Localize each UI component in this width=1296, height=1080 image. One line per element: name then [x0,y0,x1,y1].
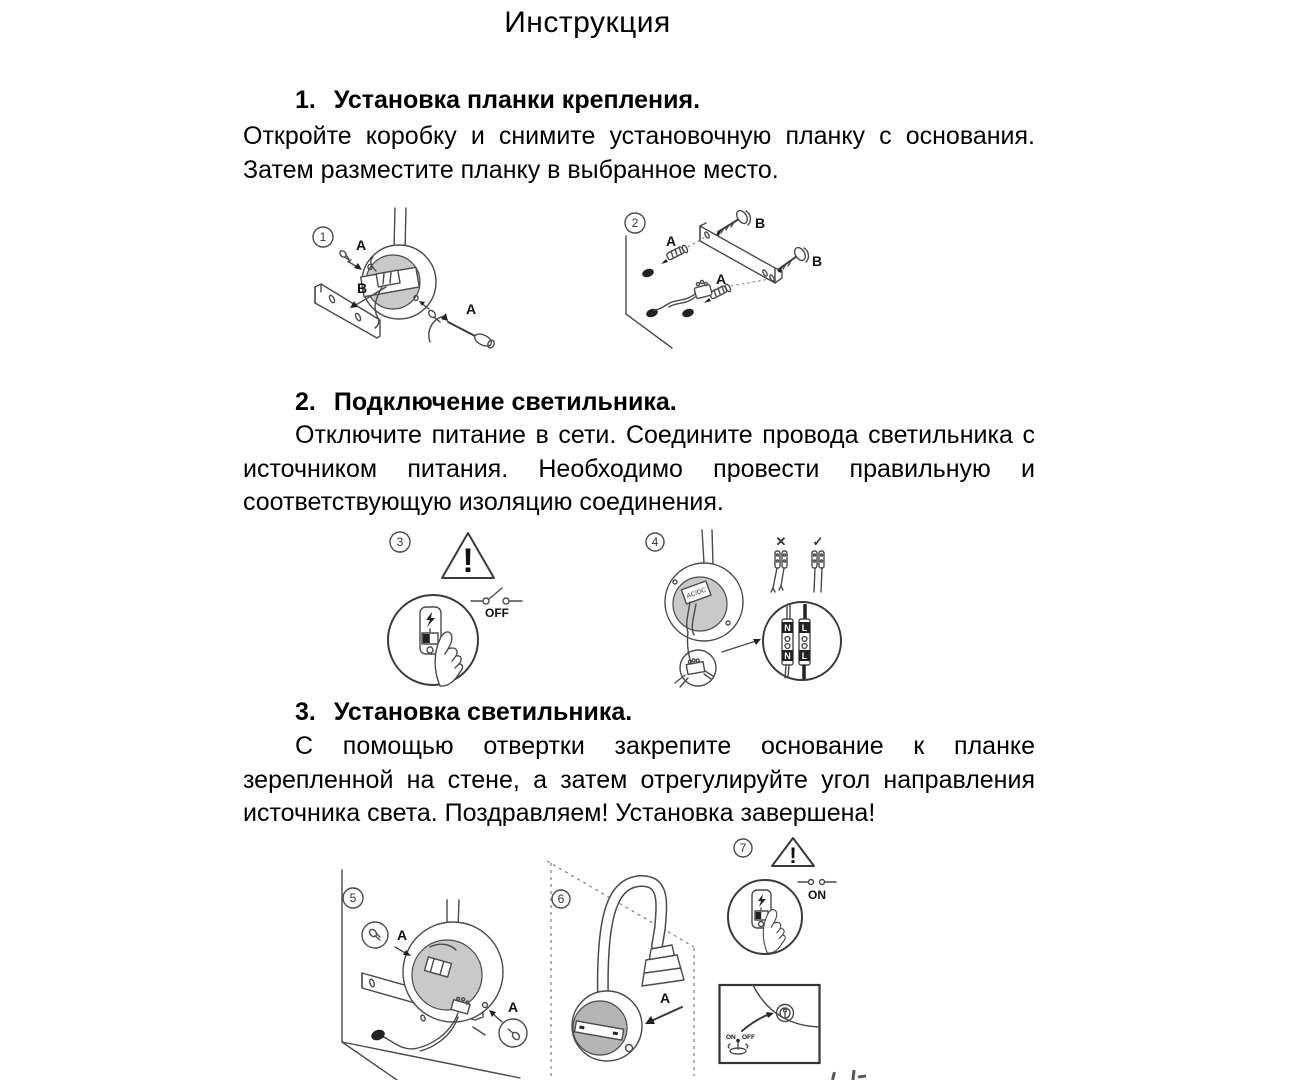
section-2-body: Отключите питание в сети. Соедините провода светильника с источником питания. Необходимо провести правильную и соответствующую изоляцию соединения. [243,421,1035,516]
open-switch-symbol-icon [471,588,522,604]
diagram-step1-remove-bracket [280,196,560,376]
page-title: Инструкция [504,6,671,39]
diagram-step2-fix-bracket [600,196,860,366]
terminal-n-top: N [784,623,791,633]
section-3-heading [295,698,632,727]
closed-switch-symbol-icon [798,880,836,885]
power-cable-connector [654,280,712,310]
screw-icon [339,250,351,262]
cut-off-content-mark [828,1069,874,1080]
wall-corner [626,236,672,348]
svg-text:!: ! [789,843,797,868]
warning-triangle-icon [772,838,814,868]
section-3-body: С помощью отвертки закрепите основание к планке зерепленной на стене, а затем отрегулируйте угол направления источника света. Поздравляем! Установка завершена! [243,732,1035,827]
toggle-on-label: ON [726,1034,736,1041]
wall-screw-icon [777,246,808,273]
warning-triangle-icon [442,533,494,580]
label-b-screw-right: B [812,253,823,269]
switch-state-label: OFF [485,606,509,620]
svg-text:✓: ✓ [812,534,824,549]
diagram-step3-power-off [370,520,550,692]
section-3-title: Установка светильника. [333,698,633,726]
circled-number-7-icon [734,839,752,857]
circled-number-2-icon [625,213,645,233]
section-2-number: 2. [295,388,316,416]
circled-number-6-icon [552,890,570,908]
svg-text:✕: ✕ [775,534,787,549]
label-a-anchor-bottom: A [716,271,727,287]
section-1-heading [295,86,700,115]
lamp-tube [702,530,713,565]
terminal-l-bottom: L [801,651,808,661]
switch-state-label: ON [808,888,826,902]
toggle-off-label: OFF [742,1034,755,1041]
section-1-body: Откройте коробку и снимите установочную планку с основания. Затем разместите планку в выбранное место. [243,122,1035,184]
circled-number-4-icon [646,533,664,551]
section-2-title: Подключение светильника. [333,388,677,416]
svg-text:5: 5 [349,891,357,905]
screw-circled-icon [362,922,388,948]
wall-switch-detail [388,595,478,685]
diagram-power-button-detail [718,983,822,1065]
terminal-l-top: L [801,623,808,633]
section-1-number: 1. [295,86,316,114]
diagram-step5-fix-base [330,850,545,1080]
circled-number-1-icon [313,227,333,247]
label-a-anchor-top: A [666,233,677,249]
driver-label: AC/DC [685,586,708,601]
correct-connection-icon [812,534,824,592]
label-a-top: A [356,237,367,253]
diagram-step6-assembled-lamp [545,848,705,1080]
section-2-heading [295,388,677,417]
wall-screw-icon [716,209,750,236]
terminal-n-bottom: N [784,651,791,661]
label-a-direction: A [660,990,671,1006]
mounting-bracket [700,223,782,283]
terminal-detail-circle [763,602,841,680]
svg-text:3: 3 [396,535,404,549]
wrong-connection-icon [771,534,787,592]
circled-number-5-icon [343,888,363,908]
svg-text:6: 6 [557,892,565,906]
screw-circled-icon [499,1019,527,1047]
screwdriver-icon [419,301,495,349]
label-b-bracket: B [357,280,368,296]
svg-text:!: ! [462,542,474,580]
svg-text:7: 7 [739,841,747,855]
diagram-step7-power-on [710,835,890,975]
pointing-hand-icon [763,910,785,953]
section-1-title: Установка планки крепления. [333,86,701,114]
diagram-step4-wiring [630,520,850,692]
label-b-screw-top: B [755,215,766,231]
label-a-screwdriver: A [466,301,477,317]
connector-detail-small [675,650,716,687]
lamp-base [403,922,503,1022]
label-a-screw-top: A [397,927,408,943]
lamp-base [572,991,642,1061]
svg-text:1: 1 [319,230,327,244]
svg-text:4: 4 [651,535,659,549]
lamp-head-cone [642,945,684,986]
section-3-number: 3. [295,698,316,726]
circled-number-3-icon [390,532,410,552]
svg-text:2: 2 [631,216,639,230]
label-a-screw-bottom: A [508,999,519,1015]
